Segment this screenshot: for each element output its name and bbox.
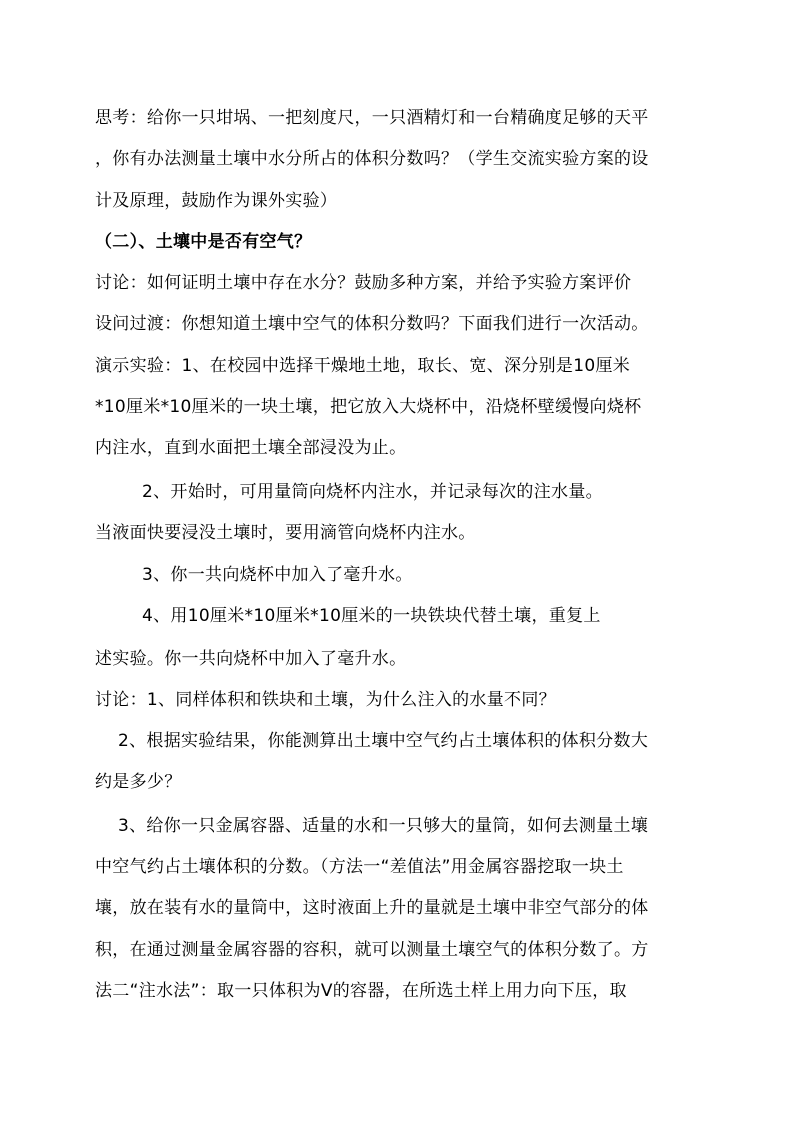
text-line: 法二“注水法”：取一只体积为V的容器，在所选土样上用力向下压，取 [95,981,627,1001]
text-line: 当液面快要浸没土壤时，要用滴管向烧杯内注水。 [95,523,476,543]
text-line: ，你有办法测量土壤中水分所占的体积分数吗？（学生交流实验方案的设 [95,149,649,169]
text-line: 积，在通过测量金属容器的容积，就可以测量土壤空气的体积分数了。方 [95,940,649,960]
text-line: 2、开始时，可用量筒向烧杯内注水，并记录每次的注水量。 [142,482,603,502]
text-line: 述实验。你一共向烧杯中加入了毫升水。 [95,649,407,669]
text-line: 约是多少？ [95,772,182,792]
text-line: 讨论：1、同样体积和铁块和土壤，为什么注入的水量不同？ [95,690,556,710]
text-line: 演示实验：1、在校园中选择干燥地土地，取长、宽、深分别是10厘米 [95,356,631,376]
text-line: 设问过渡：你想知道土壤中空气的体积分数吗？下面我们进行一次活动。 [95,314,649,334]
text-line: 4、用10厘米*10厘米*10厘米的一块铁块代替土壤，重复上 [142,606,601,626]
text-line: 内注水，直到水面把土壤全部浸没为止。 [95,438,407,458]
text-line: 3、给你一只金属容器、适量的水和一只够大的量筒，如何去测量土壤 [118,816,649,836]
text-line: 思考：给你一只坩埚、一把刻度尺，一只酒精灯和一台精确度足够的天平 [95,108,649,128]
text-line: *10厘米*10厘米的一块土壤，把它放入大烧杯中，沿烧杯壁缓慢向烧杯 [95,397,642,417]
text-line: 中空气约占土壤体积的分数。（方法一“差值法”用金属容器挖取一块土 [95,857,624,877]
text-line: 计及原理，鼓励作为课外实验） [95,191,338,211]
text-line: 壤，放在装有水的量筒中，这时液面上升的量就是土壤中非空气部分的体 [95,898,649,918]
text-line: 2、根据实验结果，你能测算出土壤中空气约占土壤体积的体积分数大 [118,731,649,751]
section-heading: （二）、土壤中是否有空气？ [95,232,312,252]
text-line: 3、你一共向烧杯中加入了毫升水。 [142,565,413,585]
text-line: 讨论：如何证明土壤中存在水分？鼓励多种方案，并给予实验方案评价 [95,273,632,293]
